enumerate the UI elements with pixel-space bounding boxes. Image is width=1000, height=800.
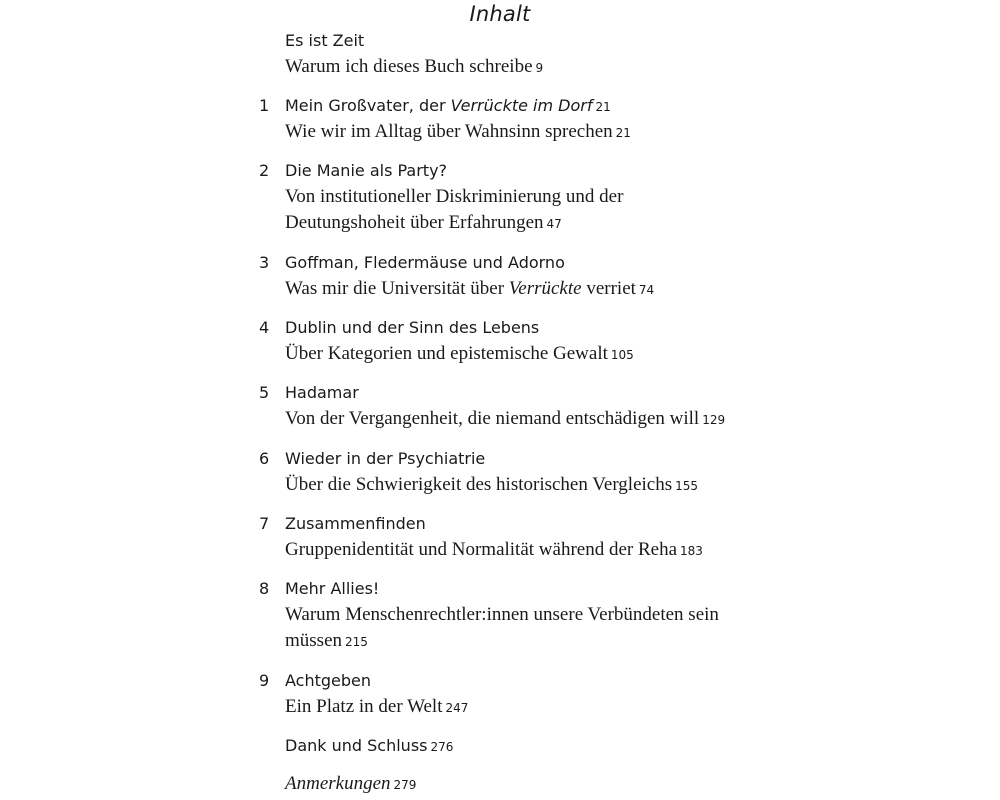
chapter-subtitle: Wie wir im Alltag über Wahnsinn sprechen 21 [285,121,631,142]
chapter-subtitle: Gruppenidentität und Normalität während der Reha 183 [285,539,703,560]
page-number: 21 [595,100,611,114]
chapter-number: 5 [259,383,270,402]
chapter-subtitle: Über die Schwierigkeit des historischen Vergleichs 155 [285,474,699,495]
page-number: 279 [393,778,417,792]
page-title: Inhalt [469,2,531,26]
page-number: 74 [638,283,655,297]
chapter-subtitle: Warum Menschenrechtler:innen unsere Verbündeten sein [285,604,719,625]
notes-entry: Anmerkungen 279 [285,773,417,794]
chapter-number: 8 [259,579,270,598]
chapter-subtitle: Von institutioneller Diskriminierung und der [285,186,624,207]
chapter-heading: Goffman, Fledermäuse und Adorno [285,253,565,272]
page-number: 276 [430,740,454,754]
chapter-subtitle: müssen 215 [285,630,368,651]
preface-heading: Es ist Zeit [285,31,365,50]
page-number: 247 [445,701,469,715]
chapter-heading: Zusammenfinden [285,514,426,533]
chapter-heading: Mehr Allies! [285,579,380,598]
page-number: 105 [610,348,634,362]
closing-heading: Dank und Schluss 276 [285,736,454,755]
chapter-number: 6 [259,449,270,468]
preface-subtitle: Warum ich dieses Buch schreibe 9 [285,56,544,77]
chapter-subtitle: Über Kategorien und epistemische Gewalt 105 [285,343,634,364]
chapter-heading: Dublin und der Sinn des Lebens [285,318,540,337]
page-number: 155 [675,479,699,493]
chapter-subtitle: Von der Vergangenheit, die niemand entschädigen will 129 [285,408,726,429]
chapter-number: 1 [259,96,270,115]
page-number: 129 [702,413,726,427]
chapter-number: 3 [259,253,270,272]
page-number: 21 [615,126,631,140]
chapter-number: 7 [259,514,270,533]
page-number: 47 [546,217,562,231]
chapter-heading: Mein Großvater, der Verrückte im Dorf 21 [285,96,611,115]
chapter-number: 9 [259,671,270,690]
chapter-heading: Wieder in der Psychiatrie [285,449,486,468]
page-number: 9 [535,61,544,75]
chapter-subtitle: Was mir die Universität über Verrückte verriet 74 [285,278,655,299]
chapter-subtitle: Ein Platz in der Welt 247 [285,696,469,717]
page-number: 215 [345,635,368,649]
page-number: 183 [680,544,703,558]
chapter-number: 2 [259,161,270,180]
chapter-subtitle: Deutungshoheit über Erfahrungen 47 [285,212,562,233]
chapter-heading: Hadamar [285,383,359,402]
chapter-heading: Die Manie als Party? [285,161,448,180]
chapter-heading: Achtgeben [285,671,372,690]
chapter-number: 4 [259,318,270,337]
